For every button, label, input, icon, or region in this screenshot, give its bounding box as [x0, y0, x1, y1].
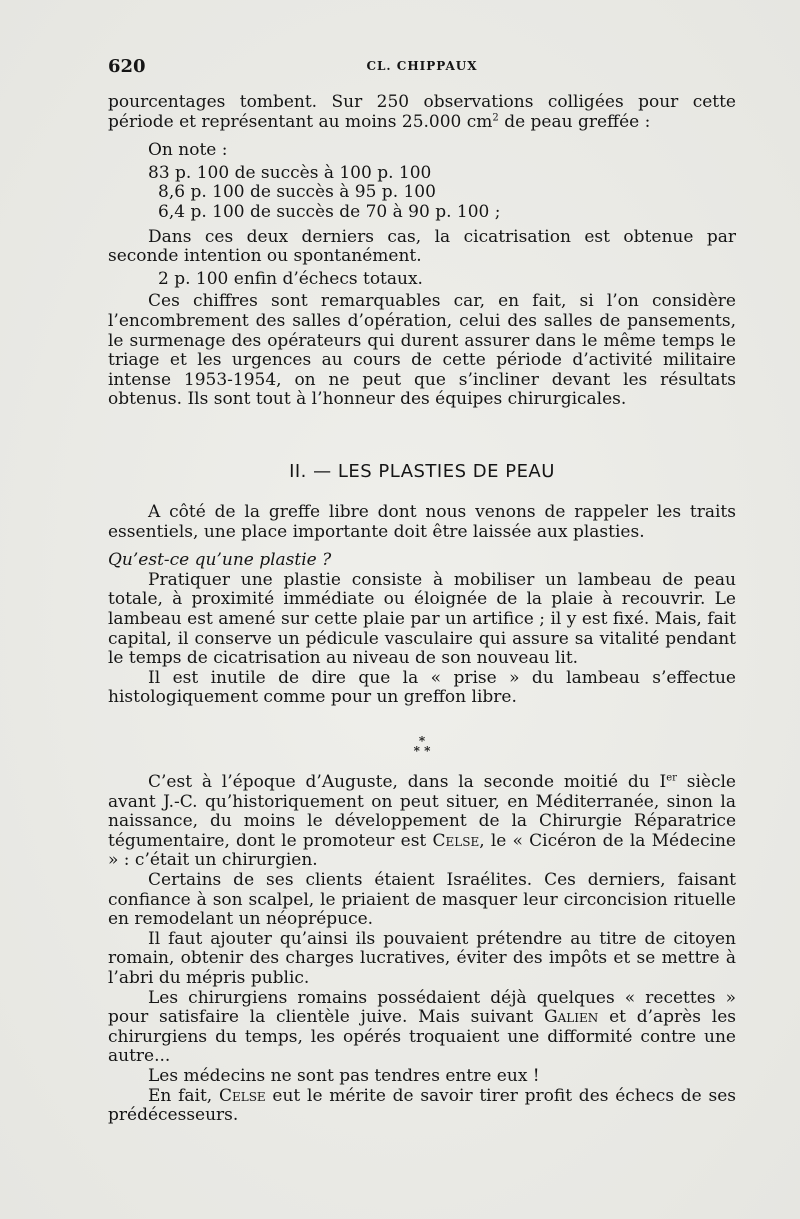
definition-paragraph: Pratiquer une plastie consiste à mobiliser un lambeau de peau totale, à proximité immédiate ou éloignée de la plaie à recouvrir. Le lambeau est amené sur cette plaie par un artifice ; il y est fixé. Mais, fait capital, il conserve un pédicule vasculaire qui assure sa vitalité pendant le temps de cicatrisation au niveau de son nouveau lit.: [108, 569, 736, 669]
stat-line: 6,4 p. 100 de succès de 70 à 90 p. 100 ;: [158, 201, 501, 222]
recipes-paragraph: Les chirurgiens romains possédaient déjà quelques « recettes » pour satisfaire la clientèle juive. Mais suivant Galien et d’après les chirurgiens du temps, les opérés troquaient une difformité contre une autre...: [108, 987, 736, 1067]
merit-paragraph: En fait, Celse eut le mérite de savoir tirer profit des échecs de ses prédécesseurs.: [108, 1085, 736, 1126]
author-name: Galien: [544, 1007, 599, 1028]
prise-paragraph: Il est inutile de dire que la « prise » du lambeau s’effectue histologiquement comme pour un greffon libre.: [108, 667, 736, 708]
superscript: 2: [492, 111, 499, 123]
section-heading: II. — LES PLASTIES DE PEAU: [289, 461, 555, 482]
second-intention-paragraph: Dans ces deux derniers cas, la cicatrisation est obtenue par seconde intention ou spontanément.: [108, 226, 736, 267]
author-name: Celse: [432, 830, 480, 851]
clients-paragraph: Certains de ses clients étaient Israélites. Ces derniers, faisant confiance à son scalpel, le priaient de masquer leur circoncision rituelle en remodelant un néoprépuce.: [108, 869, 736, 930]
asterism: * * *: [413, 734, 431, 758]
stat-line: 8,6 p. 100 de succès à 95 p. 100: [158, 182, 436, 203]
plasties-intro-paragraph: A côté de la greffe libre dont nous venons de rappeler les traits essentiels, une place importante doit être laissée aux plasties.: [108, 502, 736, 542]
results-block: [108, 93, 736, 410]
citizen-paragraph: Il faut ajouter qu’ainsi ils pouvaient prétendre au titre de citoyen romain, obtenir des charges lucratives, éviter des impôts et se mettre à l’abri du mépris public.: [108, 928, 736, 988]
author-name: Celse: [218, 1085, 266, 1106]
note-label: On note :: [148, 140, 228, 161]
stat-line: 83 p. 100 de succès à 100 p. 100: [148, 162, 432, 183]
superscript: er: [666, 772, 677, 784]
remarkable-paragraph: Ces chiffres sont remarquables car, en fait, si l’on considère l’encombrement des salles d’opération, celui des salles de pansements, le surmenage des opérateurs qui durent assurer dans le même temps le triage et les urgences au cours de cette période d’activité militaire intense 1953-1954, on ne peut que s’incliner devant les résultats obtenus. Ils sont tout à l’honneur des équipes chirurgicales.: [108, 291, 736, 410]
intro-paragraph: pourcentages tombent. Sur 250 observations colligées pour cette période et représentant au moins 25.000 $cm^2$ de peau greffée :: [108, 92, 736, 132]
page-header: [108, 56, 736, 76]
history-block: [108, 773, 736, 1126]
failures-line: 2 p. 100 enfin d’échecs totaux.: [158, 268, 423, 289]
running-title: CL. CHIPPAUX: [366, 59, 478, 73]
page-number: 620: [108, 56, 146, 77]
question-heading: Qu’est-ce qu’une plastie ?: [108, 550, 332, 571]
physicians-paragraph: Les médecins ne sont pas tendres entre eux !: [148, 1065, 540, 1086]
auguste-paragraph: C’est à l’époque d’Auguste, dans la seconde moitié du Ier siècle avant J.-C. qu’historiquement on peut situer, en Méditerranée, sinon la naissance, du moins le développement de la Chirurgie Réparatrice tégumentaire, dont le promoteur est Celse, le « Cicéron de la Médecine » : c’était un chirurgien.: [108, 772, 736, 871]
plasties-block: [108, 503, 736, 708]
